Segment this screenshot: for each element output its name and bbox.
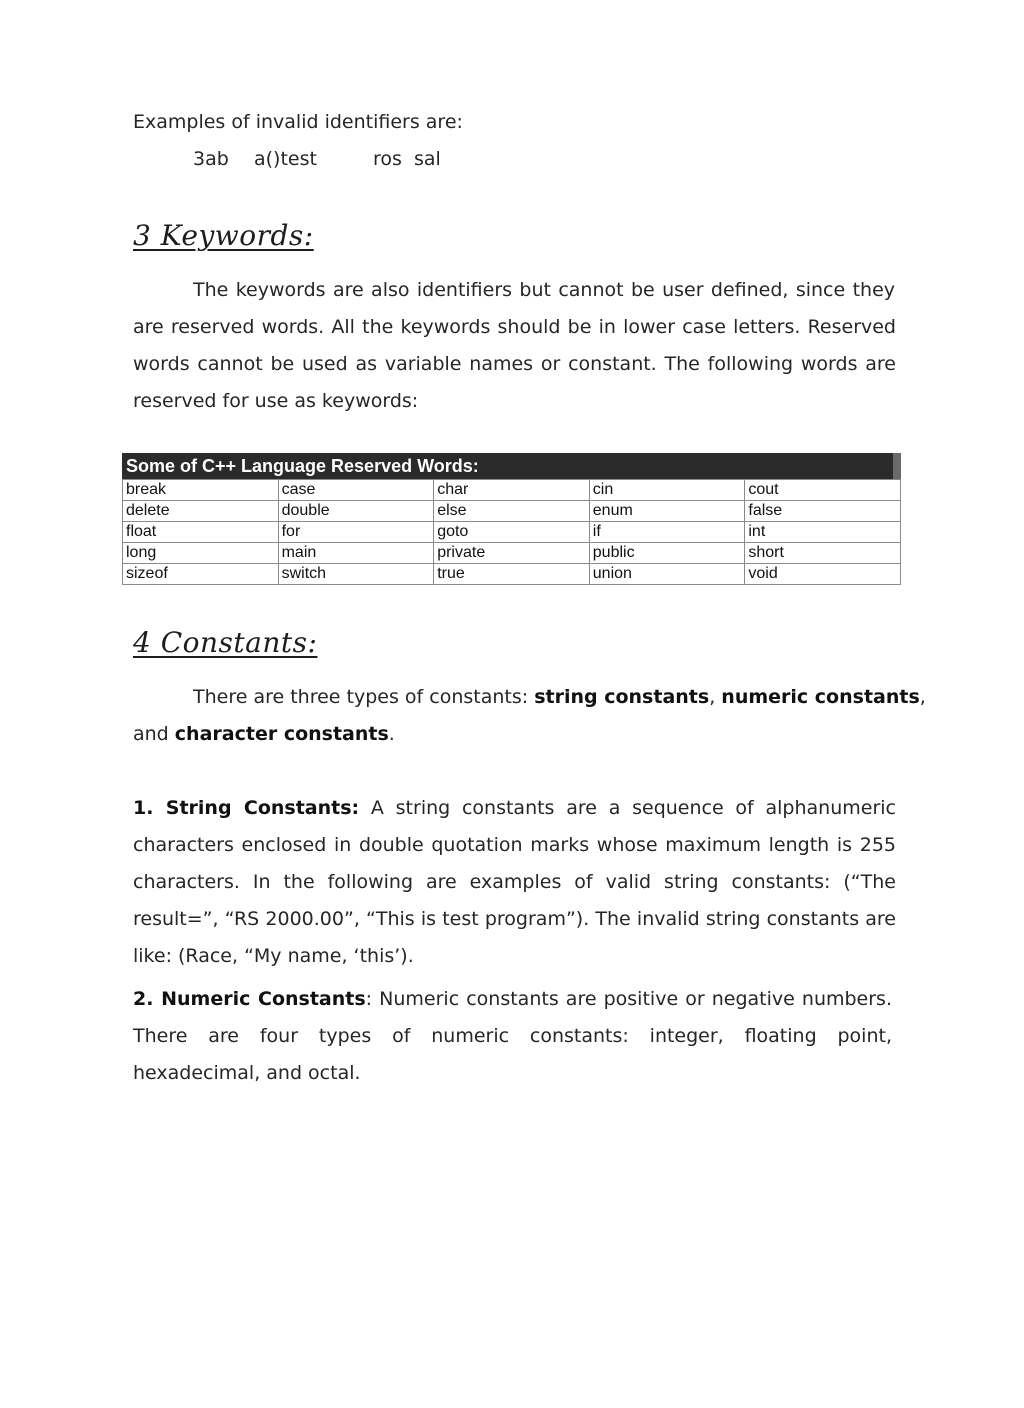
constants-intro-end: . [388,723,395,745]
table-row [123,501,901,522]
invalid-identifier-example: a()test [254,148,317,170]
table-cell: private [434,543,590,564]
table-cell: if [589,522,745,543]
string-constants-line: like: (Race, “My name, ‘this’). [133,945,414,967]
numeric-constants-text: : Numeric constants are positive or negative numbers. [365,988,892,1010]
numeric-constants-line: hexadecimal, and octal. [133,1062,361,1084]
table-cell: main [278,543,434,564]
table-cell: float [123,522,279,543]
table-cell: else [434,501,590,522]
string-constants-line: result=”, “RS 2000.00”, “This is test program”). The invalid string constants are [133,908,896,930]
table-cell: void [745,564,901,585]
constants-intro-line [133,722,395,746]
table-cell: switch [278,564,434,585]
table-row [123,543,901,564]
table-cell: cout [745,480,901,501]
table-cell: sizeof [123,564,279,585]
constants-type-numeric: numeric constants [721,686,920,708]
table-cell: int [745,522,901,543]
constants-intro-line [193,685,926,709]
table-cell: short [745,543,901,564]
constants-intro-text: and [133,723,175,745]
table-cell: double [278,501,434,522]
table-cell: long [123,543,279,564]
invalid-identifier-example: 3ab [193,148,229,170]
string-constants-line: characters enclosed in double quotation marks whose maximum length is 255 [133,834,896,856]
keywords-paragraph-line: are reserved words. All the keywords should be in lower case letters. Reserved [133,316,896,338]
table-row [123,480,901,501]
reserved-words-table-title: Some of C++ Language Reserved Words: [122,453,901,479]
table-cell: union [589,564,745,585]
constants-intro-sep: , [919,686,926,708]
string-constants-text: A string constants are a sequence of alphanumeric [359,797,896,819]
table-cell: for [278,522,434,543]
keywords-paragraph-line: The keywords are also identifiers but cannot be user defined, since they [193,279,895,301]
constants-type-character: character constants [174,723,389,745]
constants-intro-sep: , [709,686,722,708]
reserved-words-grid [122,479,901,585]
table-row [123,564,901,585]
string-constants-line [133,796,896,820]
table-cell: false [745,501,901,522]
keywords-heading: 3 Keywords: [133,219,314,252]
table-cell: char [434,480,590,501]
table-cell: cin [589,480,745,501]
reserved-words-table [122,453,901,585]
table-cell: delete [123,501,279,522]
constants-intro-text: There are three types of constants: [193,686,535,708]
table-cell: goto [434,522,590,543]
numeric-constants-line: There are four types of numeric constants: integer, floating point, [133,1025,892,1047]
string-constants-label: 1. String Constants: [133,797,360,819]
invalid-identifiers-intro: Examples of invalid identifiers are: [133,111,463,133]
constants-type-string: string constants [534,686,710,708]
numeric-constants-label: 2. Numeric Constants [133,988,366,1010]
constants-heading: 4 Constants: [133,626,318,659]
table-row [123,522,901,543]
table-cell: public [589,543,745,564]
table-cell: case [278,480,434,501]
string-constants-line: characters. In the following are examples of valid string constants: (“The [133,871,896,893]
table-cell: enum [589,501,745,522]
table-cell: true [434,564,590,585]
table-cell: break [123,480,279,501]
numeric-constants-line [133,987,892,1011]
keywords-paragraph-line: words cannot be used as variable names or constant. The following words are [133,353,896,375]
invalid-identifier-example: ros sal [373,148,441,170]
keywords-paragraph-line: reserved for use as keywords: [133,390,419,412]
